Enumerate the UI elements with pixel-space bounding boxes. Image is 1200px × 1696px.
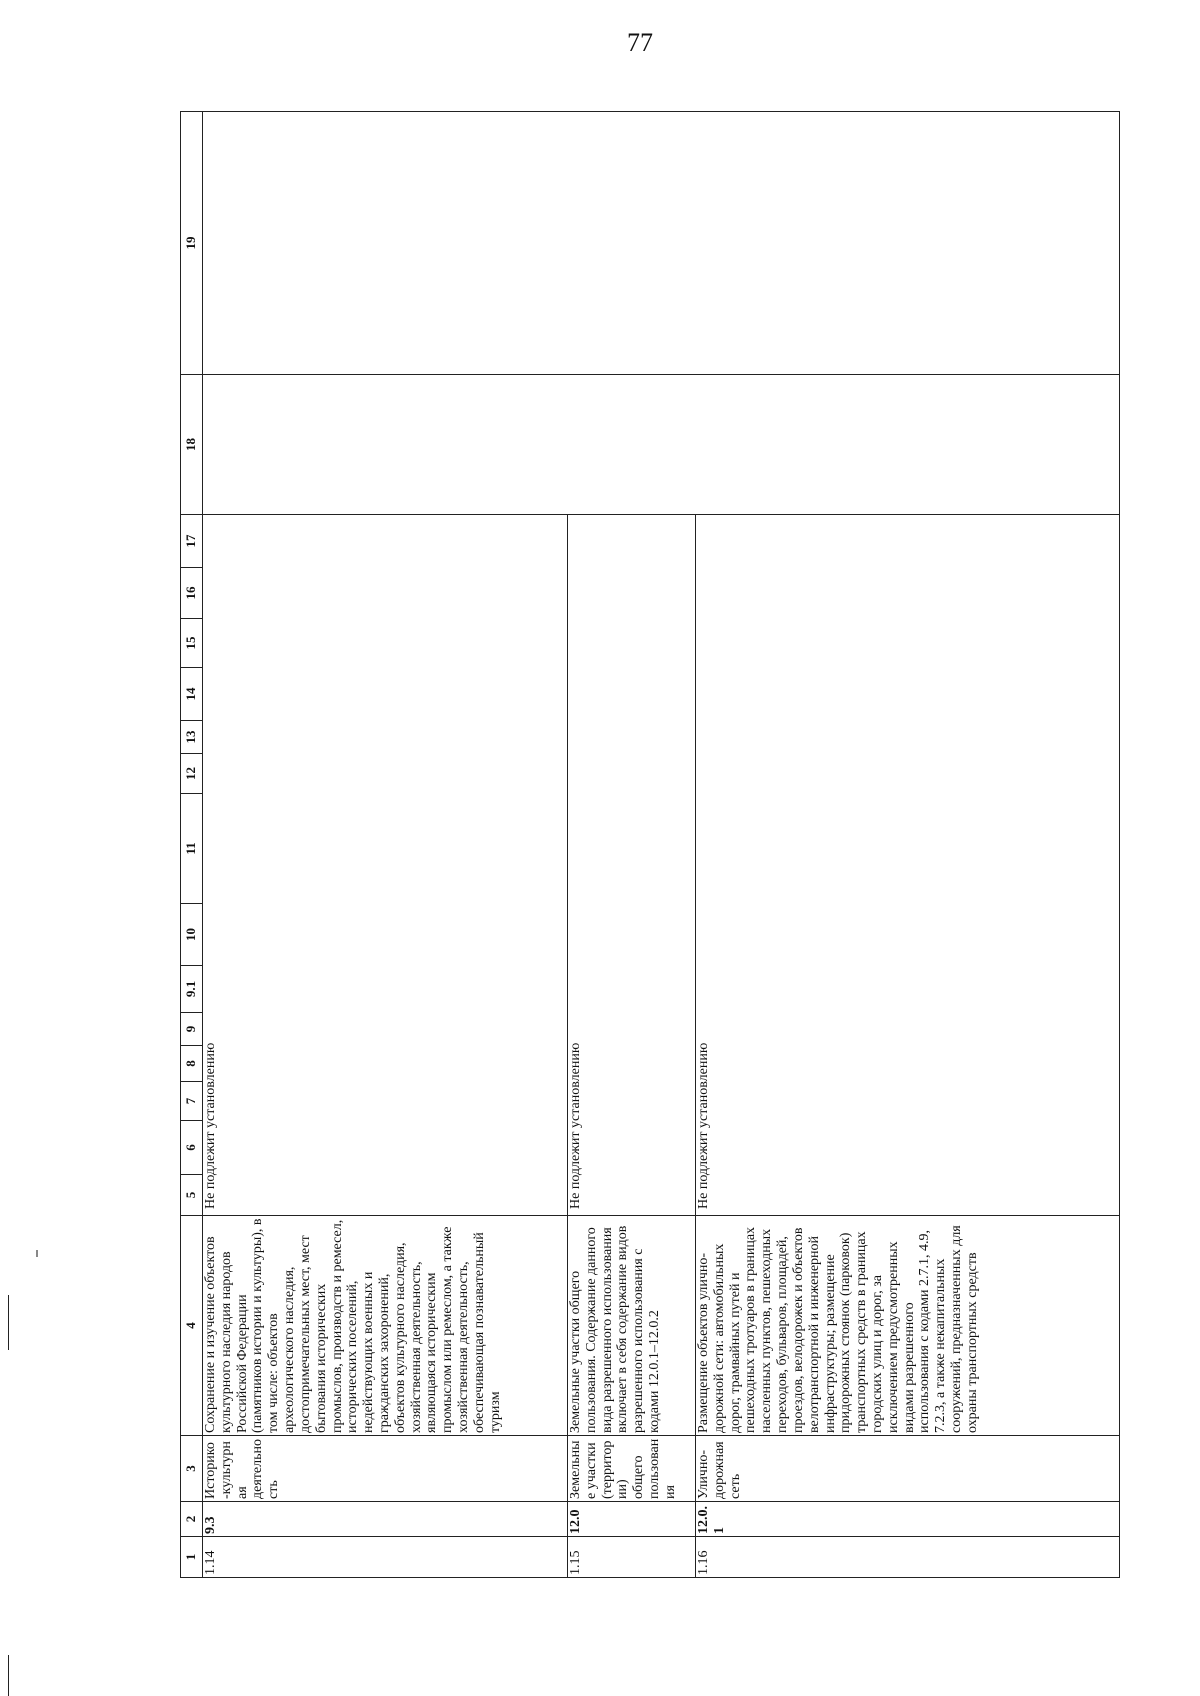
use-name: Улично-дорожная сеть [696, 1436, 1120, 1502]
col-header: 1 [181, 1537, 203, 1578]
table-row [203, 112, 568, 1578]
col-header: 9 [181, 1013, 203, 1046]
land-use-regulations-table [180, 111, 1120, 1578]
column-number-row [181, 112, 203, 1578]
col-header: 9.1 [181, 966, 203, 1013]
page-number: 77 [627, 28, 653, 57]
col-header: 12 [181, 754, 203, 794]
scan-edge-mark-lower [8, 1655, 9, 1696]
col-header: 3 [181, 1436, 203, 1502]
row-number: 1.16 [696, 1537, 1120, 1578]
empty-cell [203, 375, 1120, 515]
use-name: Земельные участки (территории) общего пользования [568, 1436, 696, 1502]
col-header: 14 [181, 668, 203, 721]
use-code: 12.0 [568, 1502, 696, 1537]
col-header: 11 [181, 794, 203, 904]
rotated-table-wrapper [180, 112, 1118, 1578]
col-header: 4 [181, 1216, 203, 1436]
row-number: 1.15 [568, 1537, 696, 1578]
regulation-note: Не подлежит установлению [696, 515, 1120, 1216]
row-number: 1.14 [203, 1537, 568, 1578]
col-header: 2 [181, 1502, 203, 1537]
use-description: Земельные участки общего пользования. Содержание данного вида разрешенного использования включает в себя содержание видов разрешенного использования с кодами 12.0.1–12.0.2 [568, 1216, 696, 1436]
regulation-note: Не подлежит установлению [568, 515, 696, 1216]
col-header: 13 [181, 721, 203, 754]
col-header: 6 [181, 1121, 203, 1175]
scan-dot [36, 1250, 38, 1257]
col-header: 16 [181, 568, 203, 619]
col-header: 10 [181, 904, 203, 966]
col-header: 18 [181, 375, 203, 515]
col-header: 5 [181, 1175, 203, 1216]
use-code: 12.0.1 [696, 1502, 1120, 1537]
regulation-note: Не подлежит установлению [203, 515, 568, 1216]
use-code: 9.3 [203, 1502, 568, 1537]
use-description: Сохранение и изучение объектов культурного наследия народов Российской Федерации (памятников истории и культуры), в том числе: объектов археологического наследия, достопримечательных мест, мест бытования исторических промыслов, производств и ремесел, исторических поселений, недействующих военных и гражданских захоронений, объектов культурного наследия, хозяйственная деятельность, являющаяся историческим промыслом или ремеслом, а также хозяйственная деятельность, обеспечивающая познавательный туризм [203, 1216, 568, 1436]
col-header: 19 [181, 112, 203, 375]
col-header: 15 [181, 619, 203, 668]
col-header: 17 [181, 515, 203, 568]
col-header: 8 [181, 1046, 203, 1082]
empty-cell [203, 112, 1120, 375]
scan-edge-mark-upper [8, 1295, 9, 1350]
use-name: Историко-культурная деятельность [203, 1436, 568, 1502]
col-header: 7 [181, 1082, 203, 1121]
use-description: Размещение объектов улично-дорожной сети: автомобильных дорог, трамвайных путей и пешеходных тротуаров в границах населенных пунктов, пешеходных переходов, бульваров, площадей, проездов, велодорожек и объектов велотранспортной и инженерной инфраструктуры; размещение придорожных стоянок (парковок) транспортных средств в границах городских улиц и дорог, за исключением предусмотренных видами разрешенного использования с кодами 2.7.1, 4.9, 7.2.3, а также некапитальных сооружений, предназначенных для охраны транспортных средств [696, 1216, 1120, 1436]
